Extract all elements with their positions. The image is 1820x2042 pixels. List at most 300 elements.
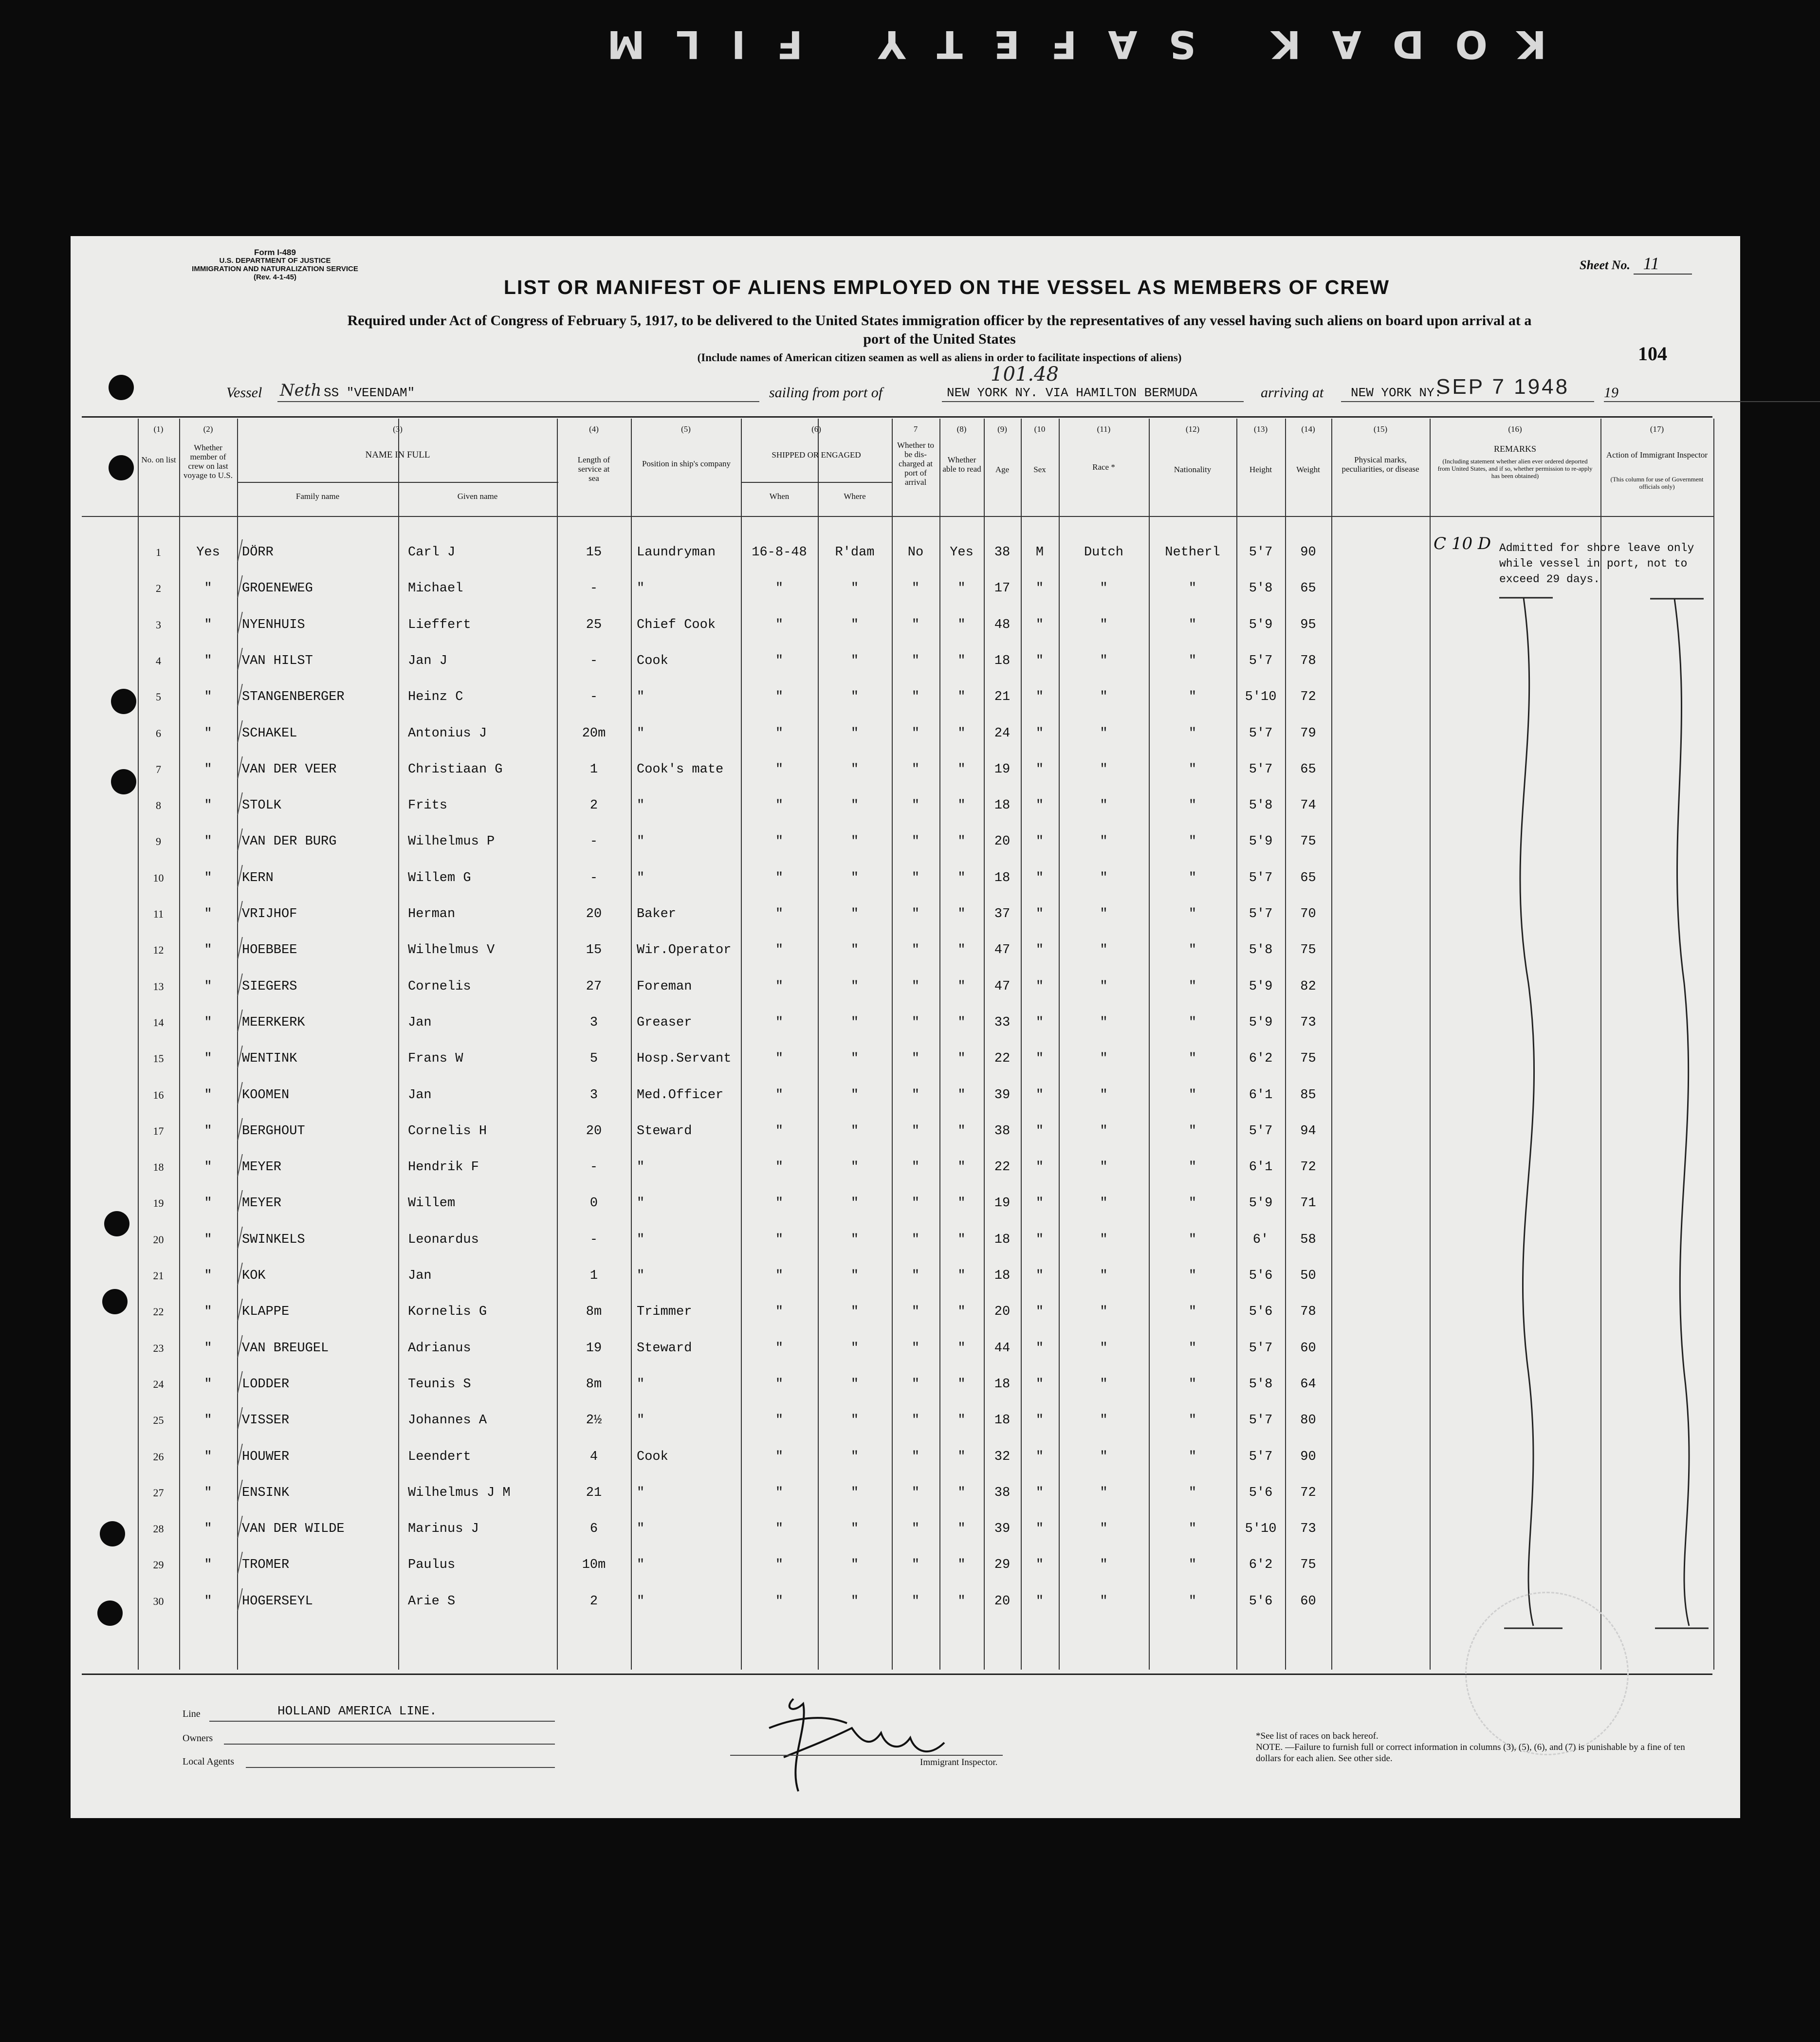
cell-read: " [957,1558,966,1572]
remarks-text: Admitted for shore leave only while vessel in port, not to exceed 29 days. [1499,542,1694,586]
cell-crew: " [204,690,212,704]
cell-read: " [957,1486,966,1500]
cell-no: 29 [153,1559,164,1571]
cell-service: 1 [589,762,598,777]
cell-nationality: " [1188,979,1197,994]
cell-position: " [637,1558,645,1572]
cell-height: 5'7 [1249,654,1273,668]
cell-service: - [589,581,598,596]
cell-family: HOUWER [242,1450,290,1464]
cell-position: " [637,1377,645,1392]
cell-height: 5'9 [1249,618,1273,632]
cell-nationality: " [1188,1377,1197,1392]
cell-where: " [850,1486,859,1500]
cell-no: 26 [153,1451,164,1463]
cell-discharged: " [911,1558,920,1572]
cell-sex: " [1035,1269,1044,1283]
cell-weight: 70 [1300,907,1316,921]
cell-read: " [957,1015,966,1030]
cell-sex: " [1035,907,1044,921]
cell-sex: " [1035,1305,1044,1319]
cell-discharged: " [911,1088,920,1103]
sailing-label: sailing from port of [769,385,883,401]
cell-no: 27 [153,1487,164,1499]
cell-no: 3 [156,619,161,631]
cell-discharged: " [911,1594,920,1609]
col14-number: (14) [1301,424,1315,434]
cell-weight: 71 [1300,1196,1316,1211]
col17-number: (17) [1650,424,1664,434]
cell-when: " [775,1124,784,1139]
cell-weight: 78 [1300,1305,1316,1319]
cell-nationality: " [1188,1413,1197,1428]
cell-where: " [850,1413,859,1428]
cell-crew: " [204,726,212,741]
cell-age: 19 [994,762,1011,777]
col-race: Race * [1092,462,1115,472]
cell-crew: " [204,834,212,849]
cell-given: Adrianus [408,1341,471,1356]
cell-no: 20 [153,1233,164,1246]
cell-crew: " [204,1558,212,1572]
cell-age: 18 [994,1233,1011,1247]
form-number: Form I-489 [254,248,296,257]
cell-given: Frits [408,798,448,813]
stamp-number: 104 [1638,343,1667,365]
cell-race: " [1100,1413,1108,1428]
cell-weight: 72 [1300,1160,1316,1175]
cell-race: " [1100,1088,1108,1103]
cell-service: 3 [589,1015,598,1030]
col3-number: (3) [393,424,403,434]
cell-family: ENSINK [242,1486,290,1500]
cell-sex: " [1035,1450,1044,1464]
cell-nationality: " [1188,1594,1197,1609]
cell-race: " [1100,1377,1108,1392]
vessel-label: Vessel [226,385,262,401]
cell-read: " [957,979,966,994]
cell-no: 25 [153,1414,164,1426]
revision: (Rev. 4-1-45) [253,273,297,281]
cell-age: 18 [994,1377,1011,1392]
cell-nationality: " [1188,762,1197,777]
cell-where: " [850,1233,859,1247]
cell-weight: 94 [1300,1124,1316,1139]
cell-service: 20m [582,726,606,741]
cell-crew: " [204,943,212,957]
col8-number: (8) [956,424,967,434]
cell-sex: " [1035,1015,1044,1030]
cell-given: Kornelis G [408,1305,487,1319]
cell-service: 27 [586,979,602,994]
cell-read: " [957,871,966,885]
col1-number: (1) [153,424,164,434]
cell-age: 18 [994,798,1011,813]
cell-given: Hendrik F [408,1160,479,1175]
cell-nationality: " [1188,834,1197,849]
cell-crew: " [204,1015,212,1030]
col-weight: Weight [1296,465,1320,474]
cell-discharged: No [907,545,924,560]
cell-no: 6 [156,727,161,739]
cell-weight: 90 [1300,1450,1316,1464]
cell-position: " [637,581,645,596]
cell-given: Michael [408,581,463,596]
cell-height: 5'8 [1249,943,1273,957]
cell-crew: " [204,871,212,885]
cell-crew: " [204,1124,212,1139]
cell-service: 3 [589,1088,598,1103]
col-position: Position in ship's company [642,459,731,468]
cell-discharged: " [911,943,920,957]
cell-service: - [589,871,598,885]
cell-age: 38 [994,1124,1011,1139]
cell-where: " [850,1051,859,1066]
cell-family: GROENEWEG [242,581,313,596]
col6-number: (6) [811,424,821,434]
cell-read: " [957,618,966,632]
vessel-line [226,363,1638,404]
cell-age: 47 [994,979,1011,994]
cell-discharged: " [911,654,920,668]
cell-no: 23 [153,1342,164,1354]
cell-weight: 60 [1300,1341,1316,1356]
cell-family: KOOMEN [242,1088,290,1103]
cell-height: 6'2 [1249,1558,1273,1572]
cell-read: " [957,1341,966,1356]
cell-family: LODDER [242,1377,290,1392]
cell-race: " [1100,1124,1108,1139]
cell-when: " [775,1377,784,1392]
col7-number: 7 [913,424,918,434]
col16-number: (16) [1508,424,1522,434]
cell-position: " [637,726,645,741]
cell-given: Lieffert [408,618,471,632]
cell-position: Steward [637,1341,692,1356]
cell-race: " [1100,1594,1108,1609]
cell-position: " [637,1269,645,1283]
cell-given: Johannes A [408,1413,487,1428]
cell-where: " [850,581,859,596]
cell-given: Jan J [408,654,448,668]
col-age: Age [995,465,1010,474]
department: U.S. DEPARTMENT OF JUSTICE [219,257,331,265]
cell-when: " [775,1558,784,1572]
cell-family: VAN DER WILDE [242,1522,345,1536]
requirement-line-1: Required under Act of Congress of February 5, 1917, to be delivered to the United States immigration officer by the representatives of any vessel having such aliens on board upon arrival at a [347,313,1532,329]
col-family-name: Family name [295,492,340,501]
cell-height: 5'7 [1249,726,1273,741]
cell-nationality: " [1188,1522,1197,1536]
cell-crew: " [204,654,212,668]
cell-service: 1 [589,1269,598,1283]
cell-discharged: " [911,762,920,777]
hand-note: 101.48 [991,363,1059,386]
cell-when: " [775,690,784,704]
cell-race: " [1100,834,1108,849]
col-crew-last-voyage: Whether member of crew on last voyage to U.S. [183,443,233,480]
cell-discharged: " [911,907,920,921]
cell-nationality: " [1188,618,1197,632]
cell-nationality: " [1188,1088,1197,1103]
col-sex: Sex [1033,465,1046,474]
col-no-on-list: No. on list [141,455,176,464]
cell-given: Teunis S [408,1377,471,1392]
cell-discharged: " [911,1233,920,1247]
cell-crew: " [204,1233,212,1247]
cell-race: Dutch [1084,545,1123,560]
cell-race: " [1100,1522,1108,1536]
cell-family: MEYER [242,1196,282,1211]
col-when: When [769,492,790,501]
sailing-port: NEW YORK NY. VIA HAMILTON BERMUDA [947,386,1197,400]
cell-given: Wilhelmus V [408,943,495,957]
cell-nationality: " [1188,1341,1197,1356]
cell-crew: " [204,1051,212,1066]
cell-weight: 75 [1300,834,1316,849]
sheet-value: 11 [1634,253,1692,275]
cell-service: 10m [582,1558,606,1572]
cell-sex: " [1035,1124,1044,1139]
cell-sex: " [1035,943,1044,957]
cell-no: 9 [156,835,161,847]
cell-when: " [775,943,784,957]
cell-crew: " [204,1522,212,1536]
cell-position: " [637,1160,645,1175]
cell-crew: " [204,1305,212,1319]
footer-line-value: HOLLAND AMERICA LINE. [277,1704,437,1718]
cell-nationality: " [1188,1124,1197,1139]
cell-where: " [850,1522,859,1536]
cell-no: 22 [153,1306,164,1318]
cell-service: 2½ [586,1413,602,1428]
cell-read: " [957,726,966,741]
col-height: Height [1249,465,1272,474]
cell-height: 5'6 [1249,1486,1273,1500]
cell-age: 29 [994,1558,1011,1572]
cell-discharged: " [911,1341,920,1356]
cell-position: Trimmer [637,1305,692,1319]
cell-crew: " [204,581,212,596]
cell-read: " [957,1450,966,1464]
film-edge [0,0,1820,88]
cell-family: WENTINK [242,1051,297,1066]
cell-discharged: " [911,1124,920,1139]
cell-discharged: " [911,1269,920,1283]
cell-service: 21 [586,1486,602,1500]
cell-where: " [850,979,859,994]
cell-race: " [1100,654,1108,668]
cell-service: 25 [586,618,602,632]
cell-race: " [1100,1233,1108,1247]
cell-age: 18 [994,1413,1011,1428]
cell-weight: 80 [1300,1413,1316,1428]
cell-given: Jan [408,1015,432,1030]
cell-where: " [850,798,859,813]
cell-sex: M [1035,545,1044,560]
cell-sex: " [1035,690,1044,704]
cell-discharged: " [911,1015,920,1030]
cell-no: 5 [156,691,161,703]
cell-when: " [775,1305,784,1319]
cell-no: 16 [153,1089,164,1101]
cell-discharged: " [911,581,920,596]
cell-discharged: " [911,1196,920,1211]
cell-nationality: " [1188,1196,1197,1211]
cell-when: " [775,1522,784,1536]
cell-read: Yes [950,545,974,560]
cell-position: " [637,834,645,849]
cell-age: 48 [994,618,1011,632]
cell-family: SWINKELS [242,1233,305,1247]
punch-hole [109,375,134,400]
cell-nationality: " [1188,1015,1197,1030]
cell-weight: 79 [1300,726,1316,741]
cell-no: 13 [153,980,164,993]
cell-where: " [850,907,859,921]
cell-sex: " [1035,1558,1044,1572]
cell-service: - [589,654,598,668]
cell-position: Cook [637,654,668,668]
cell-read: " [957,943,966,957]
cell-crew: " [204,1594,212,1609]
col-nationality: Nationality [1174,465,1212,474]
cell-crew: " [204,798,212,813]
cell-crew: " [204,1160,212,1175]
cell-race: " [1100,1015,1108,1030]
cell-height: 6' [1252,1233,1269,1247]
cell-given: Cornelis H [408,1124,487,1139]
cell-position: Chief Cook [637,618,716,632]
cell-family: VRIJHOF [242,907,297,921]
footer-line-label: Line [183,1709,201,1719]
cell-service: 20 [586,907,602,921]
cell-where: " [850,1450,859,1464]
cell-no: 14 [153,1016,164,1029]
cell-race: " [1100,1341,1108,1356]
cell-given: Wilhelmus J M [408,1486,511,1500]
cell-race: " [1100,943,1108,957]
cell-sex: " [1035,1377,1044,1392]
cell-weight: 72 [1300,690,1316,704]
cell-no: 1 [156,546,161,558]
cell-given: Willem [408,1196,456,1211]
cell-age: 20 [994,1594,1011,1609]
cell-when: " [775,1051,784,1066]
cell-service: 0 [589,1196,598,1211]
cell-nationality: " [1188,1450,1197,1464]
cell-weight: 65 [1300,581,1316,596]
cell-service: 2 [589,1594,598,1609]
cell-discharged: " [911,690,920,704]
cell-position: " [637,1413,645,1428]
cell-service: - [589,834,598,849]
cell-age: 38 [994,545,1011,560]
cell-when: " [775,1341,784,1356]
cell-height: 5'8 [1249,798,1273,813]
cell-given: Willem G [408,871,471,885]
cell-height: 6'1 [1249,1160,1273,1175]
cell-race: " [1100,762,1108,777]
cell-service: 15 [586,545,602,560]
cell-no: 21 [153,1269,164,1282]
cell-race: " [1100,1450,1108,1464]
col-action-sub: (This column for use of Government officials only) [1610,476,1704,490]
cell-weight: 73 [1300,1522,1316,1536]
cell-read: " [957,834,966,849]
cell-weight: 75 [1300,1051,1316,1066]
cell-crew: " [204,618,212,632]
cell-sex: " [1035,1233,1044,1247]
cell-weight: 65 [1300,871,1316,885]
cell-when: " [775,654,784,668]
cell-given: Leonardus [408,1233,479,1247]
cell-crew: " [204,1341,212,1356]
cell-weight: 75 [1300,1558,1316,1572]
cell-age: 22 [994,1160,1011,1175]
cell-sex: " [1035,1486,1044,1500]
cell-given: Antonius J [408,726,487,741]
vessel-name: SS "VEENDAM" [324,386,415,400]
cell-weight: 58 [1300,1233,1316,1247]
cell-where: " [850,654,859,668]
cell-family: HOEBBEE [242,943,297,957]
cell-given: Arie S [408,1594,456,1609]
cell-when: " [775,798,784,813]
cell-when: " [775,1594,784,1609]
cell-service: 4 [589,1450,598,1464]
cell-position: " [637,1594,645,1609]
cell-when: " [775,1269,784,1283]
cell-weight: 60 [1300,1594,1316,1609]
cell-when: " [775,1015,784,1030]
col-name-in-full: NAME IN FULL [365,450,430,460]
cell-sex: " [1035,1341,1044,1356]
cell-given: Frans W [408,1051,463,1066]
cell-position: Med.Officer [637,1088,724,1103]
cell-when: 16-8-48 [752,545,807,560]
cell-no: 30 [153,1595,164,1607]
cell-age: 20 [994,1305,1011,1319]
col-discharged: Whether to be dis-charged at port of arrival [897,441,934,487]
cell-when: " [775,618,784,632]
cell-service: - [589,1160,598,1175]
cell-age: 47 [994,943,1011,957]
cell-family: BERGHOUT [242,1124,305,1139]
sheet-label: Sheet No. [1580,258,1630,272]
cell-race: " [1100,690,1108,704]
cell-no: 12 [153,944,164,956]
cell-sex: " [1035,979,1044,994]
cell-crew: " [204,1413,212,1428]
cell-age: 20 [994,834,1011,849]
cell-family: SIEGERS [242,979,297,994]
cell-no: 28 [153,1523,164,1535]
cell-nationality: " [1188,581,1197,596]
cell-nationality: " [1188,726,1197,741]
cell-height: 5'10 [1245,1522,1277,1536]
cell-position: Hosp.Servant [637,1051,732,1066]
cell-height: 5'6 [1249,1269,1273,1283]
cell-discharged: " [911,1051,920,1066]
col-shipped-engaged: SHIPPED OR ENGAGED [772,450,861,460]
cell-height: 6'1 [1249,1088,1273,1103]
cell-age: 19 [994,1196,1011,1211]
col-remarks: REMARKS [1493,444,1537,454]
cell-read: " [957,1305,966,1319]
cell-weight: 78 [1300,654,1316,668]
cell-weight: 50 [1300,1269,1316,1283]
